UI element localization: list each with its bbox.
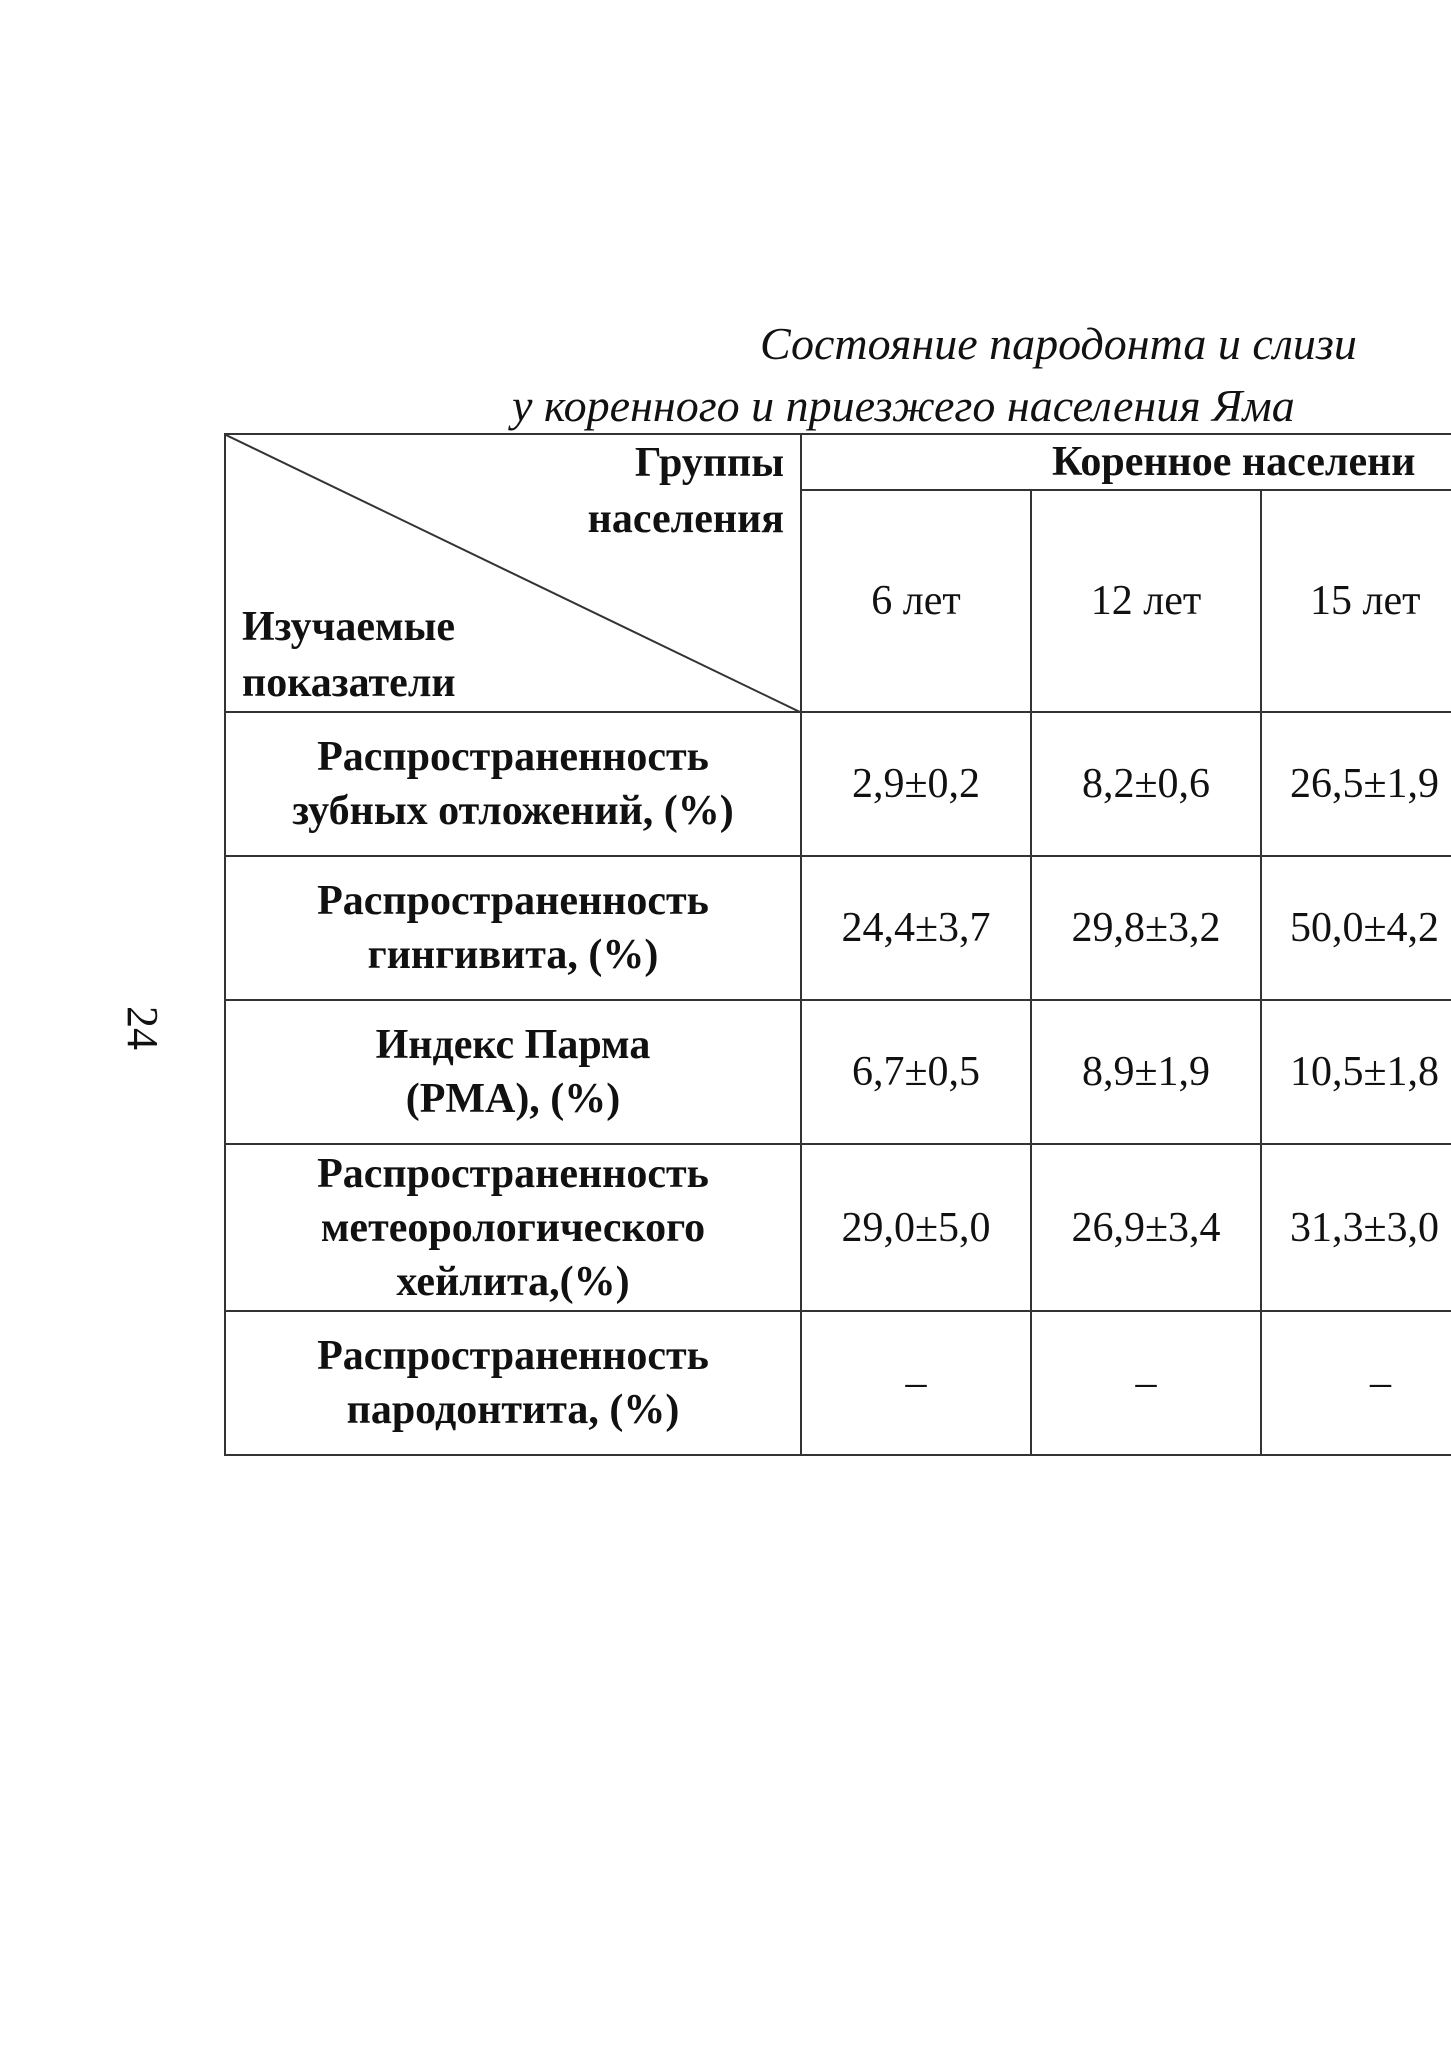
- cell-value: 26,9±3,4: [1031, 1144, 1261, 1311]
- groups-header-label: [588, 435, 784, 547]
- cell-value: 10,5±1,8: [1261, 1000, 1451, 1144]
- caption-line-2-text: у коренного и приезжего населения Яма: [512, 380, 1295, 431]
- cell-value: 29,8±3,2: [1031, 856, 1261, 1000]
- cell-value: –: [1031, 1311, 1261, 1455]
- cell-value: 8,2±0,6: [1031, 712, 1261, 856]
- age-header-12: 12 лет: [1031, 490, 1261, 712]
- row-label-line: (PMA), (%): [405, 1076, 621, 1122]
- page-number: 24: [118, 1006, 167, 1050]
- cell-value: 50,0±4,2: [1261, 856, 1451, 1000]
- row-label-periodontitis: [225, 1311, 801, 1455]
- row-label-line: Распространенность: [317, 1333, 709, 1379]
- groups-label-line-2: населения: [587, 496, 784, 542]
- age-header-15: 15 лет: [1261, 490, 1451, 712]
- table-header-row-1: [225, 434, 1451, 490]
- cell-value: 31,3±3,0: [1261, 1144, 1451, 1311]
- group-header-indigenous: Коренное населени: [801, 434, 1451, 490]
- row-label-line: хейлита,(%): [396, 1258, 630, 1305]
- data-table: [224, 433, 1451, 1456]
- row-label-gingivitis: [225, 856, 801, 1000]
- diagonal-header-cell: [225, 434, 801, 712]
- row-label-dental-deposits: [225, 712, 801, 856]
- table-row: [225, 1144, 1451, 1311]
- indicators-label-line-2: показатели: [242, 660, 456, 706]
- row-label-line: Распространенность: [317, 734, 709, 780]
- table-caption-line-2: [0, 380, 1451, 436]
- row-label-pma-index: [225, 1000, 801, 1144]
- age-header-6: 6 лет: [801, 490, 1031, 712]
- row-label-line: Индекс Парма: [375, 1022, 651, 1068]
- table-viewport: [224, 433, 1451, 1463]
- row-label-line: метеорологического: [320, 1204, 706, 1251]
- row-label-line: гингивита, (%): [367, 932, 659, 978]
- row-label-line: зубных отложений, (%): [292, 788, 734, 834]
- cell-value: 26,5±1,9: [1261, 712, 1451, 856]
- table-row: [225, 712, 1451, 856]
- cell-value: –: [801, 1311, 1031, 1455]
- indicators-label-line-1: Изучаемые: [242, 604, 456, 650]
- cell-value: 8,9±1,9: [1031, 1000, 1261, 1144]
- row-label-line: Распространенность: [317, 878, 709, 924]
- table-row: [225, 856, 1451, 1000]
- cell-value: 29,0±5,0: [801, 1144, 1031, 1311]
- row-label-line: Распространенность: [317, 1150, 709, 1197]
- table-row: [225, 1311, 1451, 1455]
- cell-value: 2,9±0,2: [801, 712, 1031, 856]
- cell-value: –: [1261, 1311, 1451, 1455]
- table-row: [225, 1000, 1451, 1144]
- indicators-header-label: [242, 599, 456, 711]
- table-caption-line-1: [0, 318, 1451, 374]
- cell-value: 24,4±3,7: [801, 856, 1031, 1000]
- row-label-cheilitis: [225, 1144, 801, 1311]
- row-label-line: пародонтита, (%): [346, 1387, 680, 1433]
- groups-label-line-1: Группы: [634, 440, 784, 486]
- cell-value: 6,7±0,5: [801, 1000, 1031, 1144]
- caption-line-1-text: Состояние пародонта и слизи: [760, 318, 1357, 369]
